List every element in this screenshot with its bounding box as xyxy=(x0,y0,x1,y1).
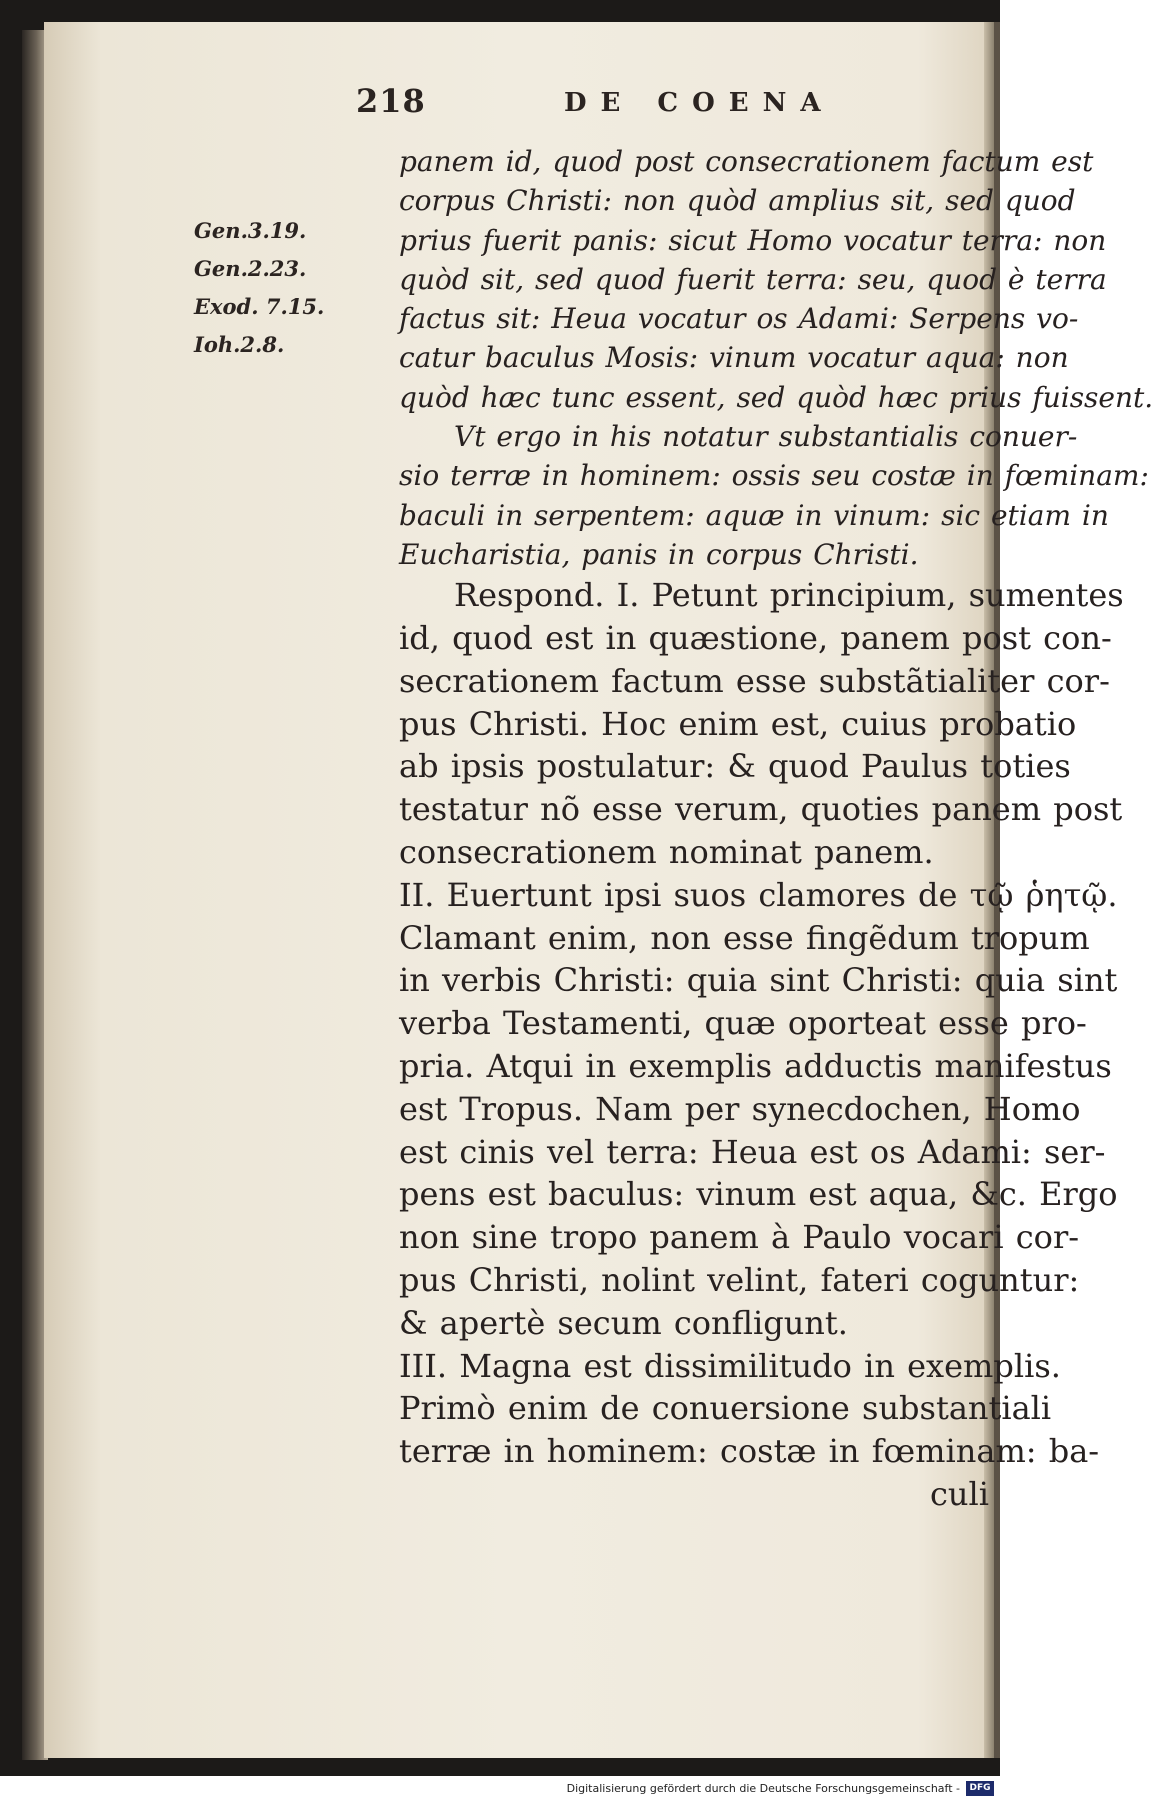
text-line: testatur nõ esse verum, quoties panem post xyxy=(399,790,1123,829)
text-line: panem id, quod post consecrationem factum est xyxy=(399,145,1094,178)
text-line: baculi in serpentem: aquæ in vinum: sic etiam in xyxy=(399,498,1109,532)
text-line: est cinis vel terra: Heua est os Adami: ser- xyxy=(399,1132,1106,1171)
page-header xyxy=(44,82,994,142)
page-number: 218 xyxy=(356,82,426,120)
text-line xyxy=(399,1473,989,1516)
text-line: pus Christi, nolint velint, fateri coguntur: xyxy=(399,1261,1080,1300)
book-page xyxy=(44,22,1153,1758)
text-line: Respond. I. Petunt principium, sumentes xyxy=(454,576,1124,615)
text-line: sio terræ in hominem: ossis seu costæ in fœminam: xyxy=(399,459,1149,493)
margin-note: Ioh.2.8. xyxy=(194,332,285,357)
text-line: terræ in hominem: costæ in fœminam: ba- xyxy=(399,1432,1100,1471)
digitization-footer xyxy=(0,1776,1000,1803)
text-line: Clamant enim, non esse fingẽdum tropum xyxy=(399,918,1090,957)
text-line xyxy=(399,535,989,574)
text-line: pens est baculus: vinum est aqua, &c. Ergo xyxy=(399,1175,1118,1214)
text-line: non sine tropo panem à Paulo vocari cor- xyxy=(399,1218,1080,1257)
dfg-logo: DFG xyxy=(966,1781,994,1796)
text-line: factus sit: Heua vocatur os Adami: Serpens vo- xyxy=(399,302,1079,336)
text-line: pria. Atqui in exemplis adductis manifestus xyxy=(399,1047,1112,1086)
text-line xyxy=(399,831,989,874)
text-line: Primò enim de conuersione substantiali xyxy=(399,1389,1052,1428)
text-line: Vt ergo in his notatur substantialis conuer- xyxy=(454,420,1078,454)
text-line: quòd sit, sed quod fuerit terra: seu, quod è terra xyxy=(399,262,1107,296)
text-line: corpus Christi: non quòd amplius sit, sed quod xyxy=(399,184,1076,218)
footer-credit: Digitalisierung gefördert durch die Deutsche Forschungsgemeinschaft - xyxy=(566,1782,960,1795)
text-line: catur baculus Mosis: vinum vocatur aqua: non xyxy=(399,341,1069,375)
text-line: in verbis Christi: quia sint Christi: quia sint xyxy=(399,961,1118,1000)
text-line xyxy=(399,1302,989,1345)
text-line: III. Magna est dissimilitudo in exemplis. xyxy=(399,1346,1061,1385)
text-line: est Tropus. Nam per synecdochen, Homo xyxy=(399,1089,1081,1128)
text-line: pus Christi. Hoc enim est, cuius probatio xyxy=(399,704,1077,743)
body-text xyxy=(399,142,1153,1516)
text-line-content: Eucharistia, panis in corpus Christi. xyxy=(399,537,919,571)
margin-note: Gen.2.23. xyxy=(194,256,307,281)
text-line: id, quod est in quæstione, panem post con- xyxy=(399,619,1112,658)
margin-notes xyxy=(194,212,374,364)
text-line: quòd hæc tunc essent, sed quòd hæc prius fuissent. xyxy=(399,380,1153,414)
text-line: secrationem factum esse substãtialiter cor- xyxy=(399,661,1110,700)
text-line: prius fuerit panis: sicut Homo vocatur terra: non xyxy=(399,223,1107,257)
margin-note: Gen.3.19. xyxy=(194,218,307,243)
text-line: verba Testamenti, quæ oporteat esse pro- xyxy=(399,1004,1087,1043)
text-line-content: & apertè secum confligunt. xyxy=(399,1303,848,1342)
text-line-content: consecrationem nominat panem. xyxy=(399,833,934,872)
text-line-content: culi xyxy=(930,1475,989,1513)
margin-note: Exod. 7.15. xyxy=(194,294,325,319)
running-head: DE COENA xyxy=(564,88,835,118)
text-line: ab ipsis postulatur: & quod Paulus toties xyxy=(399,747,1071,786)
text-line: II. Euertunt ipsi suos clamores de τῷ ῥητῷ. xyxy=(399,875,1118,914)
